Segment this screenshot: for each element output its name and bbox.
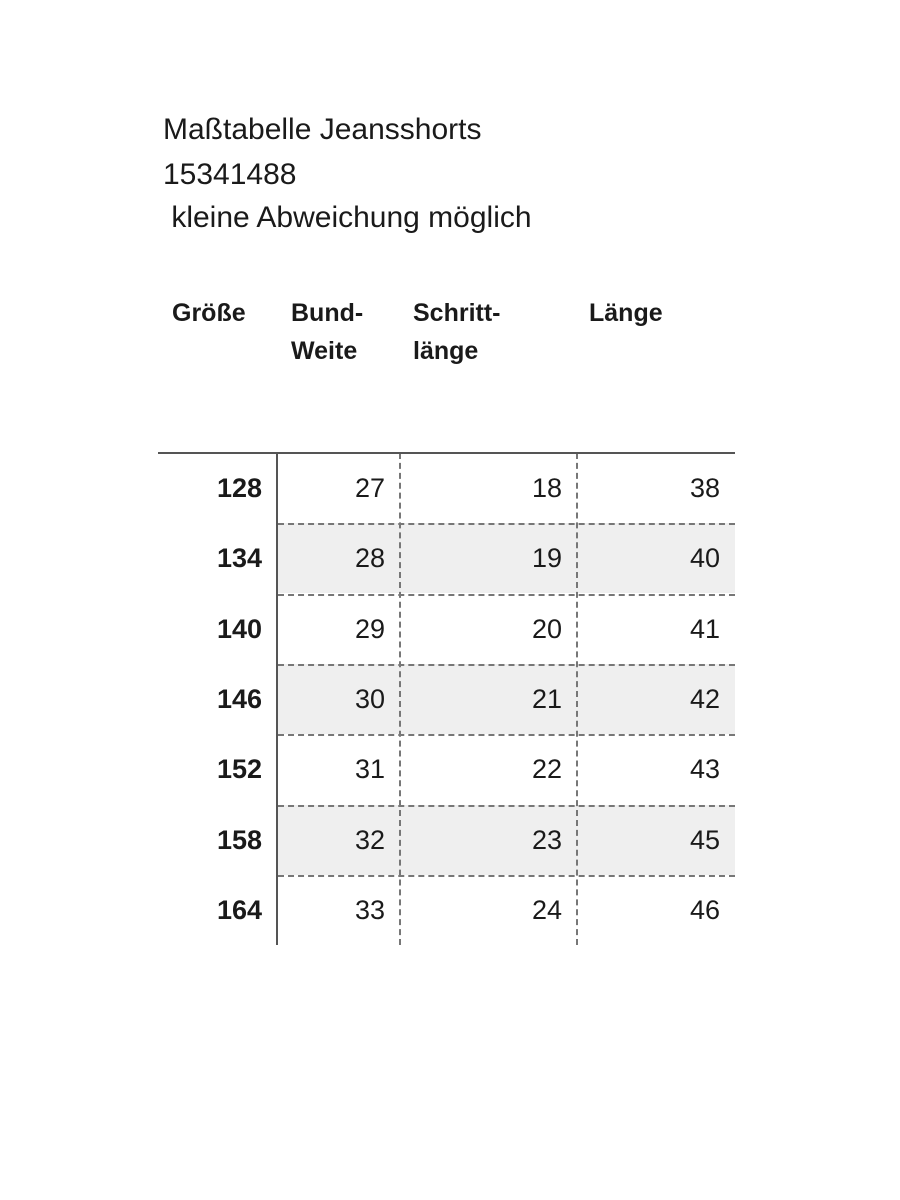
waist-cell: 31 [354, 754, 385, 785]
inseam-cell: 18 [531, 473, 562, 503]
column-divider [576, 453, 578, 945]
length-cell: 46 [689, 894, 720, 925]
length-cell: 41 [689, 613, 720, 644]
waist-cell: 30 [354, 683, 385, 714]
inseam-cell: 22 [531, 754, 562, 785]
header-waist: Bund- Weite [291, 299, 364, 365]
size-cell: 140 [216, 613, 262, 644]
inseam-cell: 24 [531, 894, 562, 925]
size-cell: 128 [216, 473, 262, 503]
table-row [158, 594, 735, 664]
document-title: Maßtabelle Jeansshorts [163, 113, 482, 146]
waist-cell: 27 [354, 473, 385, 503]
size-cell: 152 [216, 754, 262, 785]
length-cell: 45 [689, 824, 720, 855]
waist-cell: 29 [354, 613, 385, 644]
column-divider [399, 453, 401, 945]
inseam-cell: 19 [531, 543, 562, 574]
size-cell: 164 [216, 894, 262, 925]
size-cell: 134 [216, 543, 262, 574]
waist-cell: 32 [354, 824, 385, 855]
waist-cell: 28 [354, 543, 385, 574]
inseam-cell: 20 [531, 613, 562, 644]
header-inseam: Schritt- länge [413, 299, 501, 365]
length-cell: 42 [689, 683, 720, 714]
table-row [158, 453, 735, 523]
length-cell: 43 [689, 754, 720, 785]
table-top-rule [158, 452, 735, 454]
size-column-rule [276, 453, 278, 945]
header-length: Länge [589, 299, 663, 327]
length-cell: 40 [689, 543, 720, 574]
table-row [158, 523, 735, 593]
size-cell: 146 [216, 683, 262, 714]
article-number: 15341488 [163, 158, 297, 191]
table-row [158, 664, 735, 734]
table-row [158, 875, 735, 945]
table-row [158, 734, 735, 804]
header-size: Größe [172, 299, 246, 327]
table-row [158, 805, 735, 875]
size-cell: 158 [216, 824, 262, 855]
inseam-cell: 21 [531, 683, 562, 714]
length-cell: 38 [689, 473, 720, 503]
tolerance-note: kleine Abweichung möglich [163, 201, 532, 234]
inseam-cell: 23 [531, 824, 562, 855]
waist-cell: 33 [354, 894, 385, 925]
